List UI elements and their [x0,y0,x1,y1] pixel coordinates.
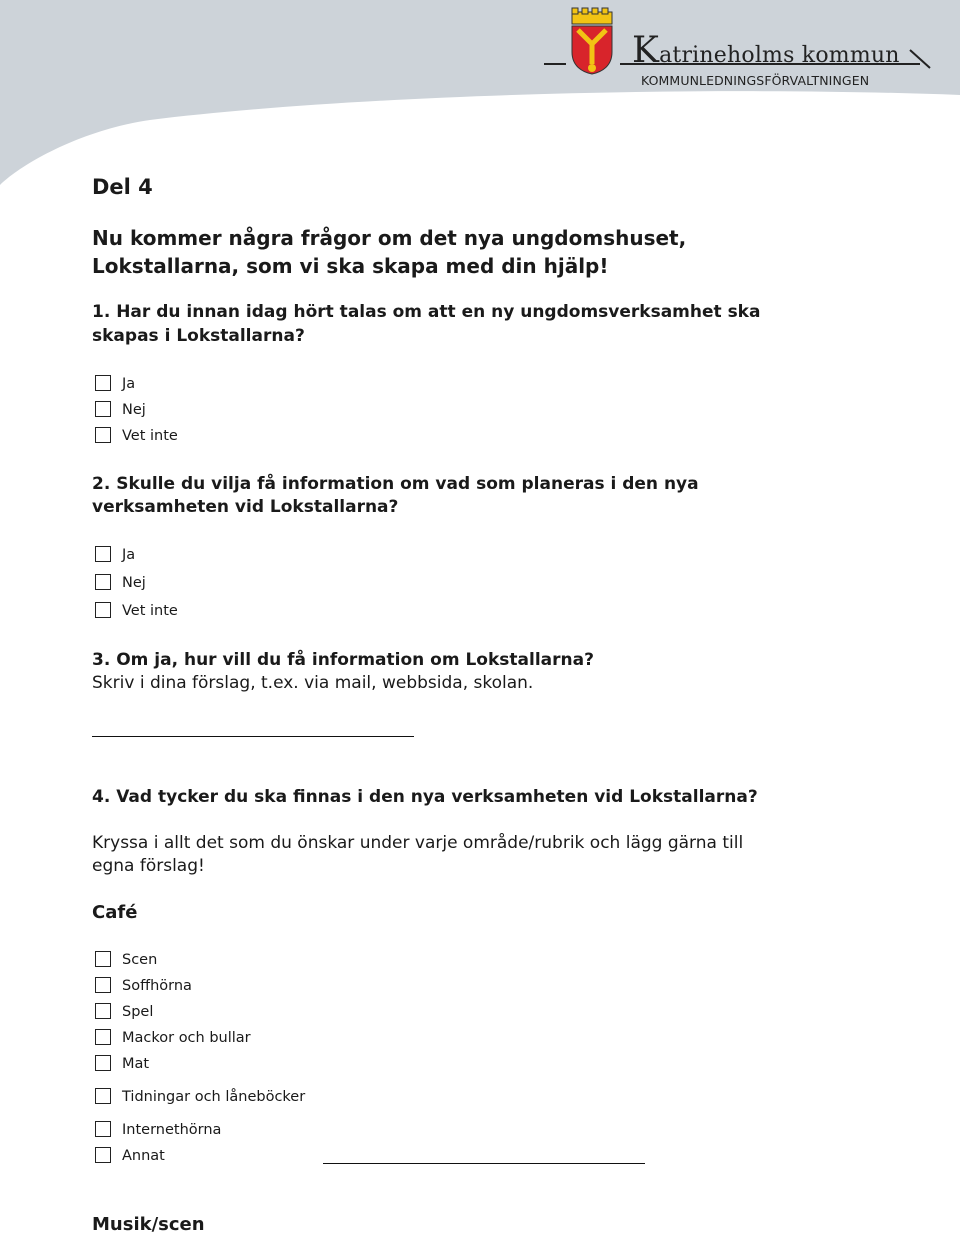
question-2-line-2: verksamheten vid Lokstallarna? [92,497,399,517]
org-name: Katrineholms kommun [632,30,900,71]
option-label: Ja [122,547,136,563]
question-1-line-2: skapas i Lokstallarna? [92,326,305,346]
option-label: Internethörna [122,1122,222,1138]
option-label: Annat [122,1148,165,1164]
cafe-annat-answer-line[interactable] [323,1163,645,1164]
part-title: Del 4 [92,175,153,199]
checkbox[interactable] [95,602,111,618]
option-label: Soffhörna [122,978,192,994]
intro-line-2: Lokstallarna, som vi ska skapa med din hjälp! [92,254,609,278]
question-1-line-1: 1. Har du innan idag hört talas om att en ny ungdomsverksamhet ska [92,302,761,322]
question-3-instruction: Skriv i dina förslag, t.ex. via mail, webbsida, skolan. [92,673,534,693]
option-label: Mackor och bullar [122,1030,251,1046]
option-label: Vet inte [122,603,178,619]
checkbox[interactable] [95,977,111,993]
option-label: Spel [122,1004,154,1020]
option-label: Tidningar och låneböcker [122,1089,306,1105]
intro-line-1: Nu kommer några frågor om det nya ungdomshuset, [92,226,687,250]
checkbox[interactable] [95,1088,111,1104]
checkbox[interactable] [95,427,111,443]
question-3-line-1: 3. Om ja, hur vill du få information om Lokstallarna? [92,650,594,670]
question-2-line-1: 2. Skulle du vilja få information om vad som planeras i den nya [92,474,699,494]
checkbox[interactable] [95,574,111,590]
option-label: Ja [122,376,136,392]
checkbox[interactable] [95,1055,111,1071]
cafe-heading: Café [92,902,138,923]
question-4-instruction-1: Kryssa i allt det som du önskar under varje område/rubrik och lägg gärna till [92,833,744,853]
question-4-instruction-2: egna förslag! [92,856,205,876]
checkbox[interactable] [95,375,111,391]
option-label: Vet inte [122,428,178,444]
question-4-line-1: 4. Vad tycker du ska finnas i den nya verksamheten vid Lokstallarna? [92,787,758,807]
option-label: Nej [122,575,146,591]
checkbox[interactable] [95,951,111,967]
option-label: Nej [122,402,146,418]
musik-scen-heading: Musik/scen [92,1214,205,1235]
department-name: KOMMUNLEDNINGSFÖRVALTNINGEN [641,73,870,88]
checkbox[interactable] [95,546,111,562]
checkbox[interactable] [95,1121,111,1137]
checkbox[interactable] [95,1147,111,1163]
option-label: Scen [122,952,158,968]
checkbox[interactable] [95,1003,111,1019]
q3-answer-line[interactable] [92,736,414,737]
option-label: Mat [122,1056,150,1072]
checkbox[interactable] [95,1029,111,1045]
checkbox[interactable] [95,401,111,417]
